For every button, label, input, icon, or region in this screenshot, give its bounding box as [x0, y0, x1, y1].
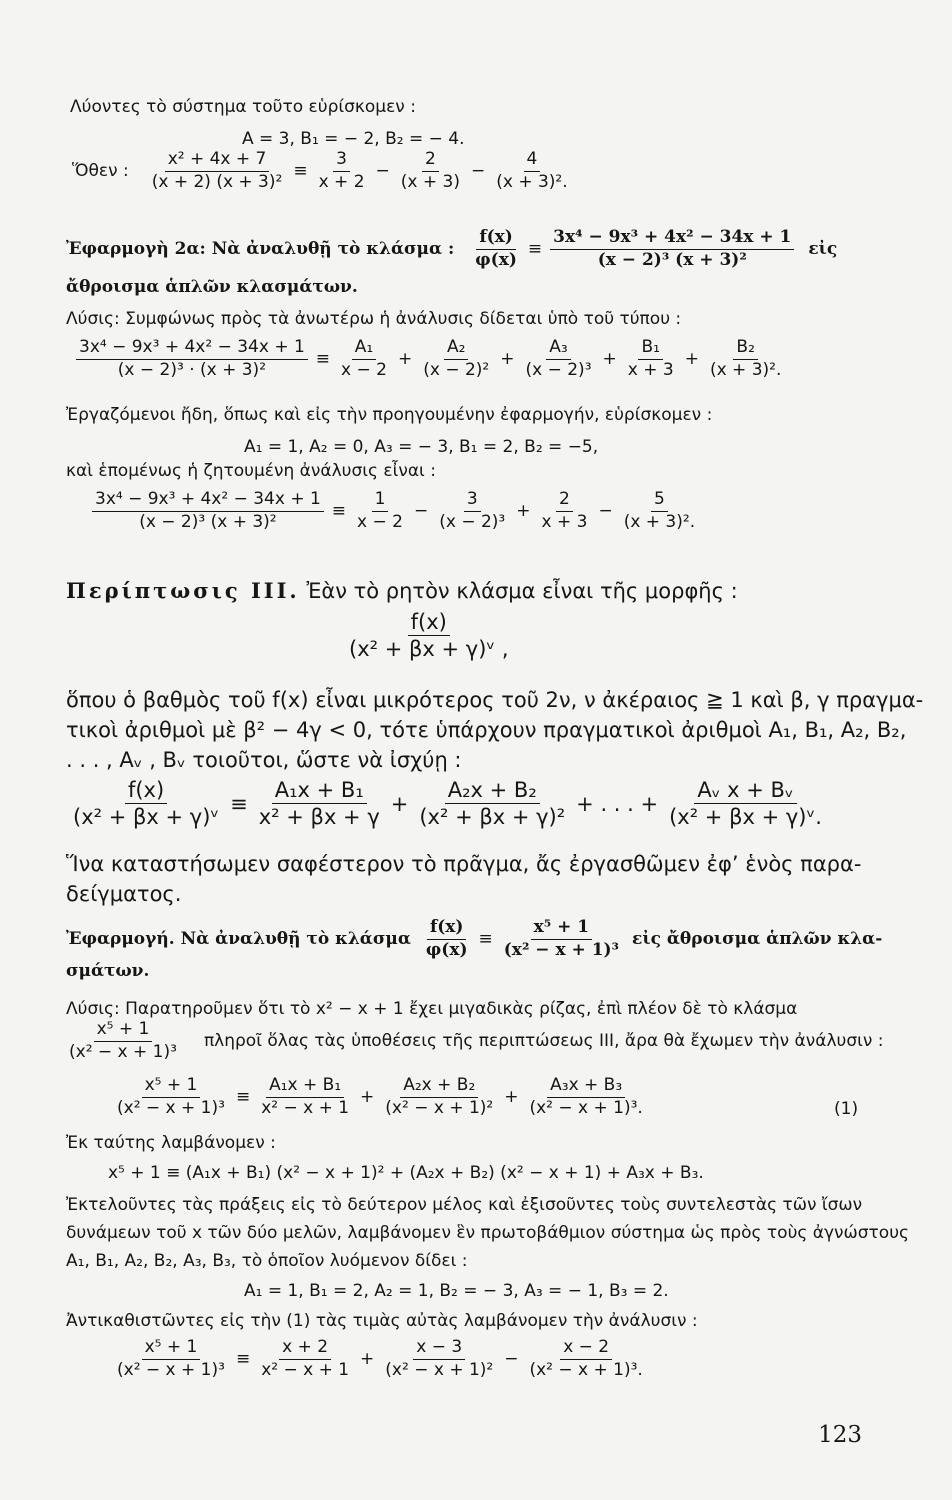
- case-text: Ἐὰν τὸ ρητὸν κλάσμα εἶναι τῆς μορφῆς :: [306, 579, 738, 603]
- fraction: $\frac{3}{x + 2}$: [318, 149, 365, 192]
- fraction: $\frac{f(x)}{\text{(x² + βx + γ)ᵛ}}$: [73, 778, 220, 830]
- text-tail: εἰς: [808, 239, 838, 260]
- fraction: $\frac{2}{x + 3}$: [541, 489, 588, 532]
- text-line: ἄθροισμα ἁπλῶν κλασμάτων.: [66, 277, 358, 297]
- fraction: $\frac{x + 2}{\text{x² − x + 1}}$: [261, 1337, 350, 1380]
- fraction: $\frac{\text{x⁵ + 1}}{\text{(x² − x + 1)³}}$: [503, 917, 620, 960]
- coefficient-values: A₁ = 1, A₂ = 0, A₃ = − 3, B₁ = 2, B₂ = −5,: [244, 437, 599, 457]
- fraction: $\frac{\text{B₁}}{x + 3}$: [627, 337, 674, 380]
- fraction: $\frac{\text{x⁵ + 1}}{\text{(x² − x + 1)³}}$: [117, 1337, 225, 1380]
- fraction: $\frac{\text{A₃x + B₃}}{\text{(x² − x + 1)³.}}$: [529, 1075, 643, 1118]
- fraction: $\frac{\text{B₂}}{\text{(x + 3)².}}$: [709, 337, 782, 380]
- text-line: δείγματος.: [66, 882, 182, 906]
- fraction: $\frac{\text{3x⁴ − 9x³ + 4x² − 34x + 1}}{\text{(x − 2)³ (x + 3)²}}$: [92, 490, 324, 532]
- fraction: $\frac{f(x)}{\text{(x² + βx + γ)ᵛ ,}}$: [349, 610, 509, 662]
- text-line: Λύοντες τὸ σύστημα τοῦτο εὑρίσκομεν :: [70, 97, 416, 117]
- fraction: $\frac{\text{x² + 4x + 7}}{\text{(x + 2) (x + 3)²}}$: [151, 149, 283, 192]
- section-heading: [66, 578, 738, 603]
- ellipsis-sum: + . . . +: [576, 791, 659, 816]
- fraction: $\frac{1}{x - 2}$: [357, 489, 403, 532]
- text-tail: εἰς ἄθροισμα ἁπλῶν κλα-: [632, 929, 883, 950]
- identity-expansion: x⁵ + 1 ≡ (A₁x + B₁) (x² − x + 1)² + (A₂x + B₂) (x² − x + 1) + A₃x + B₃.: [108, 1163, 704, 1183]
- fraction: $\frac{\text{A₁x + B₁}}{\text{x² + βx + γ}}$: [258, 778, 380, 830]
- solution-intro: Λύσις: Συμφώνως πρὸς τὰ ἀνωτέρω ἡ ἀνάλυσις δίδεται ὑπὸ τοῦ τύπου :: [66, 309, 682, 329]
- application-2a: Ἐφαρμογὴ 2α: Νὰ ἀναλυθῇ τὸ κλάσμα : $\frac{f(x)}{\varphi(x)}$ ≡ $\frac{\text{3x⁴ − 9x³ + 4x² − 34x + 1}}{\text{(x − 2)³ (x + 3)²}}$ εἰς: [66, 227, 838, 270]
- application-heading: Ἐφαρμογή. Νὰ ἀναλυθῇ τὸ κλάσμα: [66, 929, 411, 950]
- fraction: $\frac{\text{A₂x + B₂}}{\text{(x² + βx + γ)²}}$: [419, 778, 566, 830]
- fraction: $\frac{\text{A₂}}{\text{(x − 2)²}}$: [423, 337, 490, 380]
- coefficient-values: A₁ = 1, B₁ = 2, A₂ = 1, B₂ = − 3, A₃ = − 1, B₃ = 2.: [244, 1281, 669, 1301]
- text-line: πληροῖ ὅλας τὰς ὑποθέσεις τῆς περιπτώσεως III, ἄρα θὰ ἔχωμεν τὴν ἀνάλυσιν :: [203, 1031, 884, 1052]
- equation-1: Ὅθεν : $\frac{\text{x² + 4x + 7}}{\text{(x + 2) (x + 3)²}}$ ≡ $\frac{3}{x + 2}$ − $\frac{2}{(x + 3)}$ − $\frac{4}{\text{(x + 3)².}}$: [72, 150, 575, 192]
- text-line: καὶ ἑπομένως ἡ ζητουμένη ἀνάλυσις εἶναι :: [66, 461, 436, 481]
- fraction: $\frac{x - 2}{\text{(x² − x + 1)³.}}$: [529, 1337, 643, 1380]
- text-line: σμάτων.: [66, 961, 150, 981]
- text-line: ὅπου ὁ βαθμὸς τοῦ f(x) εἶναι μικρότερος τοῦ 2ν, ν ἀκέραιος ≧ 1 καὶ β, γ πραγμα-: [66, 688, 924, 712]
- text-line: δυνάμεων τοῦ x τῶν δύο μελῶν, λαμβάνομεν ἓν πρωτοβάθμιον σύστημα ὡς πρὸς τοὺς ἀγνώστους: [66, 1223, 910, 1243]
- application: Ἐφαρμογή. Νὰ ἀναλυθῇ τὸ κλάσμα $\frac{f(x)}{\varphi(x)}$ ≡ $\frac{\text{x⁵ + 1}}{\text{(x² − x + 1)³}}$ εἰς ἄθροισμα ἁπλῶν κλα-: [66, 917, 883, 960]
- equation-8: [66, 1020, 884, 1062]
- equation-4: $\frac{\text{3x⁴ − 9x³ + 4x² − 34x + 1}}{\text{(x − 2)³ (x + 3)²}}$ ≡ $\frac{1}{x - 2}$ − $\frac{3}{\text{(x − 2)³}}$ + $\frac{2}{x + 3}$ − $\frac{5}{\text{(x + 3)².}}$: [88, 490, 702, 532]
- fraction: $\frac{4}{\text{(x + 3)².}}$: [496, 149, 568, 192]
- page-number: 123: [818, 1422, 862, 1448]
- fraction: $\frac{\text{x⁵ + 1}}{\text{(x² − x + 1)³}}$: [69, 1019, 177, 1062]
- fraction: $\frac{\text{A₃}}{\text{(x − 2)³}}$: [525, 337, 592, 380]
- equation-label: (1): [834, 1099, 859, 1119]
- fraction: $\frac{\text{3x⁴ − 9x³ + 4x² − 34x + 1}}{\text{(x − 2)³ · (x + 3)²}}$: [76, 338, 308, 380]
- fraction: $\frac{\text{A₂x + B₂}}{\text{(x² − x + 1)²}}$: [385, 1075, 494, 1118]
- text-line: Ἀντικαθιστῶντες εἰς τὴν (1) τὰς τιμὰς αὐτὰς λαμβάνομεν τὴν ἀνάλυσιν :: [66, 1311, 698, 1331]
- fraction: $\frac{\text{A₁x + B₁}}{\text{x² − x + 1}}$: [261, 1075, 350, 1118]
- fraction: $\frac{2}{(x + 3)}$: [400, 149, 460, 192]
- text-lead: Ὅθεν :: [72, 161, 129, 182]
- text-line: Ἐργαζόμενοι ἤδη, ὅπως καὶ εἰς τὴν προηγουμένην ἐφαρμογήν, εὑρίσκομεν :: [66, 405, 713, 425]
- equation-9: $\frac{\text{x⁵ + 1}}{\text{(x² − x + 1)³}}$ ≡ $\frac{\text{A₁x + B₁}}{\text{x² − x + 1}}$ + $\frac{\text{A₂x + B₂}}{\text{(x² − x + 1)²}}$ + $\frac{\text{A₃x + B₃}}{\text{(x² − x + 1)³.}}$: [110, 1076, 650, 1118]
- solution-values: A = 3, B₁ = − 2, B₂ = − 4.: [242, 129, 465, 149]
- application-heading: Ἐφαρμογὴ 2α: Νὰ ἀναλυθῇ τὸ κλάσμα :: [66, 239, 455, 260]
- fraction: $\frac{f(x)}{\varphi(x)}$: [475, 227, 517, 270]
- equation-5: [342, 610, 516, 661]
- solution-intro: Λύσις: Παρατηροῦμεν ὅτι τὸ x² − x + 1 ἔχει μιγαδικὰς ρίζας, ἐπὶ πλέον δὲ τὸ κλάσμα: [66, 999, 798, 1019]
- equation-10: $\frac{\text{x⁵ + 1}}{\text{(x² − x + 1)³}}$ ≡ $\frac{x + 2}{\text{x² − x + 1}}$ + $\frac{x - 3}{\text{(x² − x + 1)²}}$ − $\frac{x - 2}{\text{(x² − x + 1)³.}}$: [110, 1338, 650, 1380]
- fraction: $\frac{f(x)}{\varphi(x)}$: [425, 917, 468, 960]
- equation-3: $\frac{\text{3x⁴ − 9x³ + 4x² − 34x + 1}}{\text{(x − 2)³ · (x + 3)²}}$ ≡ $\frac{\text{A₁}}{x - 2}$ + $\frac{\text{A₂}}{\text{(x − 2)²}}$ + $\frac{\text{A₃}}{\text{(x − 2)³}}$ + $\frac{\text{B₁}}{x + 3}$ + $\frac{\text{B₂}}{\text{(x + 3)².}}$: [72, 338, 788, 380]
- fraction: $\frac{\text{Aᵥ x + Bᵥ}}{\text{(x² + βx + γ)ᵛ.}}$: [669, 778, 822, 830]
- text-line: τικοὶ ἀριθμοὶ μὲ β² − 4γ < 0, τότε ὑπάρχουν πραγματικοὶ ἀριθμοὶ A₁, B₁, A₂, B₂,: [66, 718, 907, 742]
- fraction: $\frac{\text{3x⁴ − 9x³ + 4x² − 34x + 1}}{\text{(x − 2)³ (x + 3)²}}$: [550, 228, 794, 270]
- equation-6: $\frac{f(x)}{\text{(x² + βx + γ)ᵛ}}$ ≡ $\frac{\text{A₁x + B₁}}{\text{x² + βx + γ}}$ + $\frac{\text{A₂x + B₂}}{\text{(x² + βx + γ)²}}$ + . . . + $\frac{\text{Aᵥ x + Bᵥ}}{\text{(x² + βx + γ)ᵛ.}}$: [66, 778, 829, 829]
- fraction: $\frac{x - 3}{\text{(x² − x + 1)²}}$: [385, 1337, 494, 1380]
- text-line: Ἐκτελοῦντες τὰς πράξεις εἰς τὸ δεύτερον μέλος καὶ ἐξισοῦντες τοὺς συντελεστὰς τῶν ἴσων: [66, 1195, 863, 1215]
- fraction: $\frac{5}{\text{(x + 3)².}}$: [623, 489, 696, 532]
- text-line: . . . , Aᵥ , Bᵥ τοιοῦτοι, ὥστε νὰ ἰσχύῃ :: [66, 748, 462, 772]
- text-line: A₁, B₁, A₂, B₂, A₃, B₃, τὸ ὁποῖον λυόμενον δίδει :: [66, 1251, 468, 1271]
- fraction: $\frac{\text{x⁵ + 1}}{\text{(x² − x + 1)³}}$: [117, 1075, 225, 1118]
- text-line: Ἐκ ταύτης λαμβάνομεν :: [66, 1133, 276, 1153]
- case-title: Περίπτωσις III.: [66, 578, 300, 603]
- text-line: Ἵνα καταστήσωμεν σαφέστερον τὸ πρᾶγμα, ἄς ἐργασθῶμεν ἐφ’ ἑνὸς παρα-: [66, 852, 862, 876]
- fraction: $\frac{3}{\text{(x − 2)³}}$: [439, 489, 506, 532]
- fraction: $\frac{\text{A₁}}{x - 2}$: [341, 337, 387, 380]
